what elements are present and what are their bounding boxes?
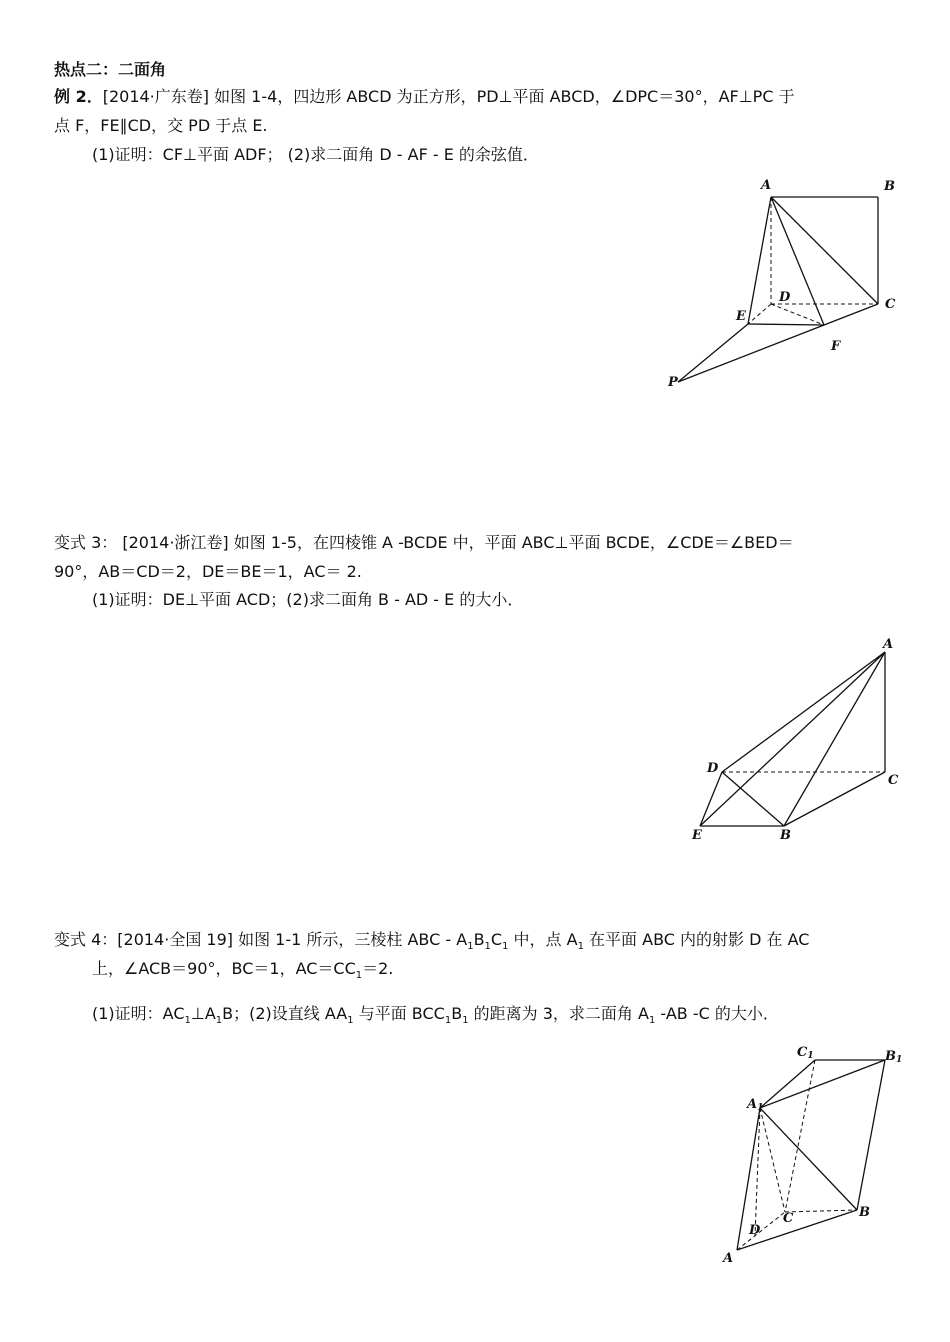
variant3-line2: 90°，AB＝CD＝2，DE＝BE＝1，AC＝ 2. — [54, 562, 362, 581]
example2-line3: (1)证明：CF⊥平面 ADF； (2)求二面角 D - AF - E 的余弦值． — [92, 145, 539, 164]
vertex-label-c1: C1 — [797, 1045, 814, 1061]
figure-pyramid-2 — [680, 630, 920, 850]
figure-prism — [715, 1040, 915, 1270]
vertex-label-d: D — [707, 761, 719, 776]
vertex-label-a: A — [761, 178, 772, 193]
vertex-label-a: A — [723, 1251, 734, 1266]
vertex-label-c: C — [783, 1211, 794, 1226]
vertex-label-c: C — [888, 773, 899, 788]
vertex-label-p: P — [668, 375, 678, 390]
vertex-label-b: B — [780, 828, 791, 843]
example2-line2: 点 F，FE∥CD，交 PD 于点 E. — [54, 116, 268, 135]
vertex-label-b: B — [884, 179, 895, 194]
vertex-label-d: D — [749, 1223, 761, 1238]
variant4-line1: 变式 4：[2014·全国 19] 如图 1-1 所示，三棱柱 ABC - $A_1B_1C_1$ 中，点 $A_1$ 在平面 ABC 内的射影 D 在 AC — [54, 930, 810, 952]
vertex-label-f: F — [831, 339, 841, 354]
variant3-line1: 变式 3： [2014·浙江卷] 如图 1-5，在四棱锥 A -BCDE 中，平面 ABC⊥平面 BCDE，∠CDE＝∠BED＝ — [54, 533, 794, 552]
vertex-label-a: A — [883, 637, 894, 652]
figure-pyramid-1 — [660, 170, 920, 400]
vertex-label-e: E — [736, 309, 746, 324]
vertex-label-d: D — [779, 290, 791, 305]
example-label: 例 2． — [54, 87, 103, 106]
variant4-line3: (1)证明：$AC_1\perp A_1B$；(2)设直线 $AA_1$ 与平面 $BCC_1B_1$ 的距离为 3，求二面角 $A_1$ -AB -C 的大小． — [92, 1004, 779, 1026]
vertex-label-b1: B1 — [885, 1049, 903, 1065]
vertex-label-e: E — [692, 828, 702, 843]
section-title: 热点二：二面角 — [54, 60, 167, 79]
variant3-line3: (1)证明：DE⊥平面 ACD；(2)求二面角 B - AD - E 的大小． — [92, 590, 524, 609]
vertex-label-b: B — [859, 1205, 870, 1220]
variant4-line2: 上，∠ACB＝90°，BC＝1，$AC=CC_1=2$. — [92, 959, 394, 981]
example2-line1: 例 2．[2014·广东卷] 如图 1-4，四边形 ABCD 为正方形，PD⊥平面 ABCD，∠DPC＝30°，AF⊥PC 于 — [54, 87, 795, 106]
vertex-label-a1: A1 — [747, 1097, 764, 1113]
vertex-label-c: C — [885, 297, 896, 312]
